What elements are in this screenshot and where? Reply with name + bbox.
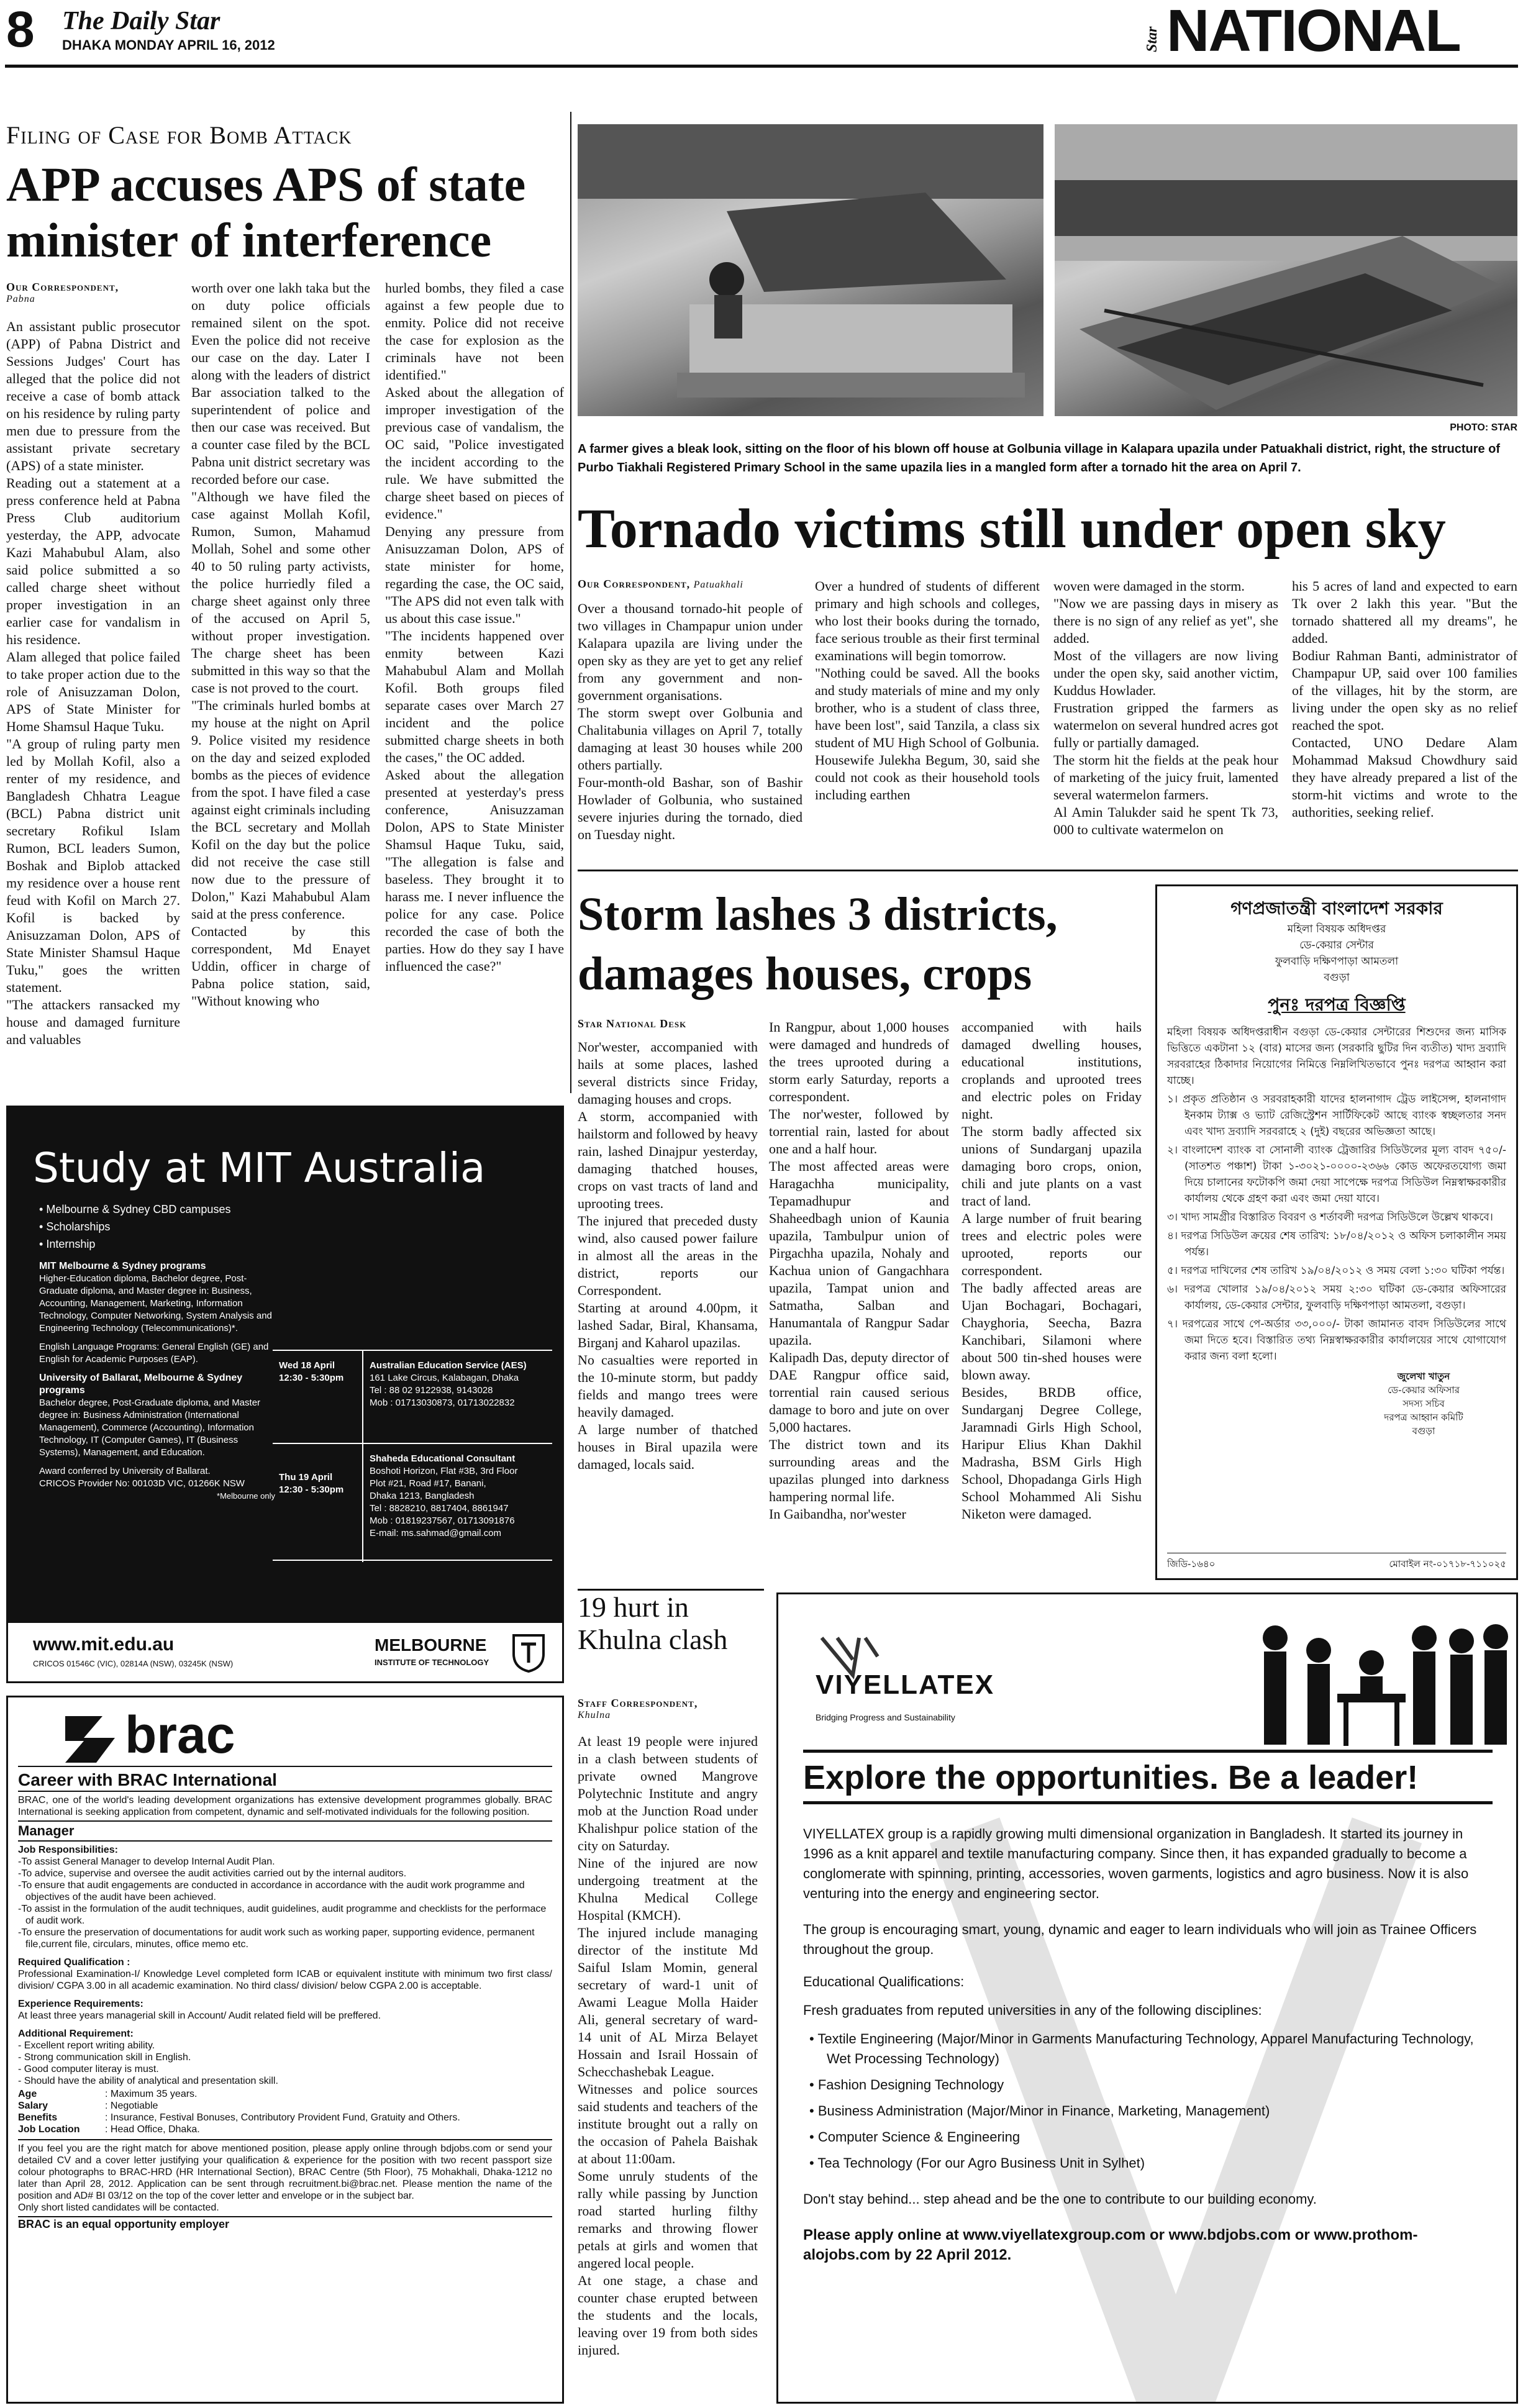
brac-ad [6,1696,564,2404]
story2-col2 [815,578,1040,861]
brac-ad-position: Manager [18,1820,552,1842]
story3-headline: Storm lashes 3 districts, damages houses, crops [578,888,1058,1000]
brac-salary: : Negotiable [105,2101,158,2111]
brac-ad-footer: BRAC is an equal opportunity employer [18,2216,552,2230]
mit-ad-venue2-mob: Mob : 01819237567, 01713091876 [370,1515,515,1526]
mit-ad-venue2-tel: Tel : 8828210, 8817404, 8861947 [370,1503,509,1514]
govt-ad-heading: পুনঃ দরপত্র বিজ্ঞপ্তি [1268,994,1406,1015]
brac-ad-terms [18,2088,460,2135]
mit-ad-note: *Melbourne only [217,1491,275,1501]
story3-col1-text: Nor'wester, accompanied with hails at some places, lashed several districts since Friday, damaging houses and crops. A storm, accompanied with hailstorm and followed by heavy rain, lashed Dinajpur yesterday, damaging thatched houses, crops on vast tracts of land and uprooting trees. The injured that preceded dusty wind, also caused power failure in almost all the areas in the district, reports our Correspondent. Starting at around 4.00pm, it lashed Sadar, Biral, Khansama, Birganj and Kaharol upazilas. No casualties were reported in the 10-minute storm, but paddy fields and mango trees were heavily damaged. A large number of thatched houses in Biral upazila were damaged, locals said. [578,1039,758,1472]
divider-story3 [578,870,1518,871]
business-people-icon [1250,1613,1511,1750]
story2-col3-text: woven were damaged in the storm. "Now we are passing days in misery as there is no sign of any relief as yet", she added. Most of the villagers are now living under the open sky, said another victim, Kuddus Howlader. Frustration gripped the farmers as watermelon on several hundred acres got fully or partially damaged. The storm hit the fields at the peak hour of marketing of the juicy fruit, lamented several watermelon farmers. Al Amin Talukder said he spent Tk 73, 000 to cultivate watermelon on [1053,578,1278,837]
viyellatex-headline: Explore the opportunities. Be a leader! [803,1750,1493,1804]
paper-name: The Daily Star [62,7,220,35]
viyellatex-p1: VIYELLATEX group is a rapidly growing multi dimensional organization in Bangladesh. It started its journey in 1996 as a knit apparel and textile manufacturing company. Since then, it has expanded gradually to become a conglomerate with spinning, printing, accessories, woven garments, logistics and agro business. Now it is also venturing into the energy and engineering sector. [803,1826,1469,1901]
story3-col3 [962,1019,1142,1573]
viyellatex-body [803,1824,1486,2265]
section-prefix: Star [1144,26,1160,52]
mit-ad-bullets [39,1201,312,1253]
viyellatex-discipline: • Computer Science & Engineering [809,2127,1486,2147]
photo-school-art [1055,124,1517,416]
viyellatex-discipline: • Fashion Designing Technology [809,2075,1486,2095]
viyellatex-closing: Don't stay behind... step ahead and be the one to contribute to our building economy. [803,2191,1317,2207]
govt-ad-line1: মহিলা বিষয়ক অধিদপ্তর [1287,923,1386,935]
story4-byline-name: Staff Correspondent, [578,1697,698,1709]
story2-col3 [1053,578,1278,861]
mit-ad-venue2-addr2: Plot #21, Road #17, Banani, [370,1478,486,1489]
story1-byline [6,281,180,309]
divider-left-block [570,112,571,1093]
brac-ad-add-head: Additional Requirement: [18,2029,134,2039]
story2-col4-text: his 5 acres of land and expected to earn Tk over 2 lakh this year. "But the tornado shattered all my dreams", he added. Bodiur Rahman Banti, administrator of Champapur UP, said over 100 families of the villages, hit by the storm, are living under the open sky as no relief reached the spot. Contacted, UNO Dedare Alam Mohammad Maksud Chowdhury said they have already prepared a list of the storm-hit victims and wrote to the authorities, seeking relief. [1292,578,1517,820]
govt-ad-item: ৩। খাদ্য সামগ্রীর বিস্তারিত বিবরণ ও শর্তাবলী দরপত্র সিডিউলে উল্লেখ থাকবে। [1167,1211,1493,1224]
govt-ad-intro: মহিলা বিষয়ক অধিদপ্তরাধীন বগুড়া ডে-কেয়ার সেন্টারের শিশুদের জন্য মাসিক ভিত্তিতে একটানা ১২ (বার) মাসের জন্য (সরকারি ছুটির দিন ব্যতীত) খাদ্য দ্রব্যাদি সরবরাহের ঠিকাদার নিয়োগের নিমিত্তে নিম্নলিখিতভাবে পুনঃ দরপত্র আহ্বান করা যাচ্ছে। [1167,1026,1506,1087]
story2-col1 [578,600,802,861]
mit-ad-title: Study at MIT Australia [33,1144,486,1192]
story2-byline-place: Patuakhali [693,579,743,590]
govt-ad-item: ১। প্রকৃত প্রতিষ্ঠান ও সরবরাহকারী যাদের হালনাগাদ ট্রেড লাইসেন্স, হালনাগাদ ইনকাম ট্যাক্স ও ভ্যাট রেজিস্ট্রেশন সার্টিফিকেট আছে ব্যাংক স্বচ্ছলতার সনদ এবং খাদ্য দ্রব্যাদি সরবরাহে ২ (দুই) বছরের অভিজ্ঞতা আছে। [1167,1093,1506,1138]
brac-location: : Head Office, Dhaka. [105,2124,200,2135]
mit-ad-brand: MELBOURNE [375,1635,487,1655]
story2-byline-name: Our Correspondent, [578,578,691,590]
mit-ad-prog-head: MIT Melbourne & Sydney programs [39,1261,206,1271]
story3-col2 [769,1019,949,1573]
govt-ad-signature [1341,1370,1506,1438]
viyellatex-discipline: • Textile Engineering (Major/Minor in Garments Manufacturing Technology, Apparel Manufacturing Technology, Wet Processing Technology) [809,2029,1486,2069]
story4-col [578,1733,758,2404]
story2-col4 [1292,578,1517,861]
brac-ad-short: Only short listed candidates will be contacted. [18,2202,219,2213]
brac-ad-logo: brac [125,1706,235,1764]
brac-benefits: : Insurance, Festival Bonuses, Contributory Provident Fund, Gratuity and Others. [105,2112,460,2123]
story4-headline: 19 hurt in Khulna clash [578,1591,728,1655]
govt-ad-mobile: মোবাইল নং-০১৭১৮-৭১১০২৫ [1389,1558,1506,1570]
story3-col3-text: accompanied with hails damaged dwelling houses, educational institutions, croplands and uprooted trees and electric poles on Friday night. The storm badly affected six unions of Sundarganj upazila damaging boro crops, onion, chili and jute plants on a vast tract of land. A large number of fruit bearing trees and electric poles were uprooted, reports our correspondent. The badly affected areas are Ujan Bochagari, Bochagari, Chayghoria, Seecha, Bazra Kanchibari, Silamoni where about 500 tin-shed houses were blown away. Besides, BRDB office, Sundarganj Degree College, Jaramnadi Girls High School, Haripur Elius Khan Dakhil Madrasha, BSM Girls High School, Dhopadanga Girls High School Mohammed Ali Sishu Niketon were damaged. [962,1019,1142,1522]
story4-text: At least 19 people were injured in a clash between students of private owned Mangrove Polytechnic Institute and angry mob at the Junction Road under Khalishpur police station of the city on Saturday. Nine of the injured are now undergoing treatment at the Khulna Medical College Hospital (KMCH). The injured include managing director of the institute Md Saiful Islam Momin, general secretary of ward-1 unit of Awami League Molla Haider Ali, general secretary of ward-14 unit of AL Mirza Belayet Hossain and Israil Hossain of Schecchashebak League. Witnesses and police sources said students and teachers of the institute brought out a rally on the occasion of Pahela Baishak at about 11:00am. Some unruly students of the rally while passing by Junction road started hurling filthy remarks and throwing flower petals at girls and women that angered local people. At one stage, a chase and counter chase erupted between the students and the locals, leaving over 19 from both sides injured. [578,1733,758,2358]
govt-ad-line2: ডে-কেয়ার সেন্টার [1299,939,1374,952]
viyellatex-brand: VIYELLATEX [816,1670,995,1700]
brac-ad-exp: At least three years managerial skill in Account/ Audit related field will be preffered. [18,2010,381,2021]
brac-location-label: Job Location [18,2124,80,2135]
mit-ad-elp: English Language Programs: General English (GE) and English for Academic Purposes (EAP). [39,1342,269,1365]
brac-logo-icon [59,1704,121,1766]
mit-ad-footer [8,1623,562,1681]
story1-col2 [191,279,370,1088]
brac-ad-qual: Professional Examination-I/ Knowledge Level completed form ICAB or equivalent institute with minimum two first class/ division/ CGPA 3.00 in all academic examination. No third class/ division/ below CGPA 2.00 is acceptable. [18,1969,552,1991]
viyellatex-qual-intro: Fresh graduates from reputed universities in any of the following disciplines: [803,2002,1262,2018]
photo-caption: A farmer gives a bleak look, sitting on the floor of his blown off house at Golbunia village in Kalapara upazila under Patuakhali district, right, the structure of Purbo Tiakhali Registered Primary School in the same upazila lies in a mangled form after a tornado hit the area on April 7. [578,442,1501,475]
story1-byline-place: Pabna [6,294,35,304]
mit-ad-brand-sub: INSTITUTE OF TECHNOLOGY [375,1658,489,1667]
brac-resp-item: -To advice, supervise and oversee the audit activities carried out by the internal auditors. [18,1868,407,1879]
brac-age: : Maximum 35 years. [105,2089,198,2099]
mit-ad-url[interactable]: www.mit.edu.au [33,1634,175,1655]
mit-ad-date2: Thu 19 April [279,1472,333,1483]
story2-headline: Tornado victims still under open sky [578,498,1446,560]
dateline: DHAKA MONDAY APRIL 16, 2012 [62,37,275,53]
mit-ad-programs [39,1260,275,1502]
govt-ad-sign-title4: বগুড়া [1412,1425,1435,1437]
mit-ad-session1 [273,1350,552,1443]
brac-add-item: - Excellent report writing ability. [18,2040,155,2051]
brac-ad-resp-list [18,1856,552,1950]
mit-ad-ub-text: Bachelor degree, Post-Graduate diploma, and Master degree in: Business Administration (International Management), Commerce (Accounting), Information Technology, IT (Computer Games), IT (Business Systems), Management, and Education. [39,1397,261,1458]
story1-byline-name: Our Correspondent, [6,281,119,293]
viyellatex-discipline: • Tea Technology (For our Agro Business Unit in Sylhet) [809,2153,1486,2173]
photo-credit: PHOTO: STAR [1450,422,1517,433]
masthead-rule [5,65,1518,68]
story3-byline: Star National Desk [578,1017,687,1030]
brac-ad-apply: If you feel you are the right match for above mentioned position, please apply online through bdjobs.com or send your detailed CV and a cover letter justifying your qualification & experience for the position with two recent passport size colour photographs to BRAC-HRD (HR International Section), BRAC Centre (5th Floor), 75 Mohakhali, Dhaka-1212 no later than April 28, 2012. Application can be sent through recruitment.bi@brac.net. Please mention the name of the position and AD# BI 03/12 on the top of the cover letter and envelope or in the subject bar. [18,2139,552,2202]
brac-age-label: Age [18,2089,37,2099]
story1-col2-text: worth over one lakh taka but the on duty police officials remained silent on the spot. Even the police did not receive our case on the day. Later I along with the leaders of district Bar association talked to the superintendent of police and then our case was received. But a counter case filed by the BCL Pabna unit district secretary was recorded before our case. "Although we have filed the case against Mollah Kofil, Rumon, Sumon, Mahamud Mollah, Sohel and some other 40 to 50 ruling party activists, the police hurriedly filed a charge sheet against only three of the accused on April 5, without proper investigation. The charge sheet has been submitted in this way so that the case is not proved to the court. "The criminals hurled bombs at my house at the night on April 9. Police visited my residence on the day and seized exploded bombs as the pieces of evidence from the spot. I have filed a case against eight criminals including the BCL secretary and Mollah Kofil on the day but the police did not receive the case still now due to the pressure of Dolon," Kazi Mahabubul Alam said at the press conference. Contacted by this correspondent, Md Enayet Uddin, officer in charge of Pabna police station, said, "Without knowing who [191,280,370,1009]
story3-col2-text: In Rangpur, about 1,000 houses were damaged and hundreds of the trees uprooted during a storm early Saturday, reports a correspondent. The nor'wester, followed by torrential rain, lasted for about one and a half hour. The most affected areas were Haragachha municipality, Tepamadhupur and Shaheedbagh union of Kaunia upazila, Tambulpur union of Pirgachha upazila, Nohaly and Kachua union of Gangachhara upazila, Tampat union and Satmatha, Salban and Hanumantala of Rangpur Sadar upazila. Kalipadh Das, deputy director of DAE Rangpur office said, torrential rain caused serious damage to boro and jute on over 5,000 hactares. The district town and its surrounding areas and the upazilas plunged into darkness hampering normal life. In Gaibandha, nor'wester [769,1019,949,1522]
brac-salary-label: Salary [18,2101,48,2111]
mit-crest-icon [511,1633,546,1673]
page-number: 8 [6,2,35,58]
govt-ad-item: ৫। দরপত্র দাখিলের শেষ তারিখ ১৯/০৪/২০১২ ও সময় বেলা ১:৩০ ঘটিকা পর্যন্ত। [1167,1265,1505,1277]
govt-ad-code: জিডি-১৬৪০ [1167,1558,1216,1570]
story1-kicker: Filing of Case for Bomb Attack [6,121,352,149]
mit-ad-cricos2: CRICOS 01546C (VIC), 02814A (NSW), 03245K (NSW) [33,1659,234,1668]
story1-headline: APP accuses APS of state minister of interference [6,157,526,267]
govt-ad-item: ৬। দরপত্র খোলার ১৯/০৪/২০১২ সময় ২:৩০ ঘটিকা ডে-কেয়ার অফিসারের কার্যালয়, ডে-কেয়ার সেন্টার, ফুলবাড়ি দক্ষিণপাড়া আমতলা, বগুড়া। [1167,1283,1506,1312]
story2-byline [578,578,783,595]
brac-ad-career: Career with BRAC International [18,1766,552,1791]
photo-farmer [578,124,1043,416]
mit-ad-bullet: • Internship [39,1235,312,1253]
govt-ad-item: ২। বাংলাদেশ ব্যাংক বা সোনালী ব্যাংক ট্রেজারির সিডিউলের মূল্য বাবদ ৭৫০/- (সাতশত পঞ্চাশ) টাকা ১-৩০২১-০০০০-২৩৬৬ কোড অফেরতযোগ্য জমা দিয়ে চালানের ফটোকপি জমা দেয়া সাপেক্ষে দরপত্র সিডিউল নিম্নস্বাক্ষরকারীর কার্যালয় থেকে গ্রহণ করা এবং জমা দেয়া যাবে। [1167,1144,1506,1205]
mit-ad-venue1-addr: 161 Lake Circus, Kalabagan, Dhaka [370,1373,519,1383]
mit-ad-time1: 12:30 - 5:30pm [279,1373,344,1383]
brac-ad-intro: BRAC, one of the world's leading development organizations has extensive development programmes globally. BRAC International is seeking application from competent, dynamic and self-motivated individuals for the following position. [18,1791,552,1818]
story1-col1 [6,318,180,1088]
mit-ad-venue2-name: Shaheda Educational Consultant [370,1453,516,1464]
story4-byline-place: Khulna [578,1710,611,1720]
govt-ad-line3: ফুলবাড়ি দক্ষিণপাড়া আমতলা [1275,955,1399,968]
story2-col1-text: Over a thousand tornado-hit people of two villages in Champapur union under Kalapara upazila are living under the open sky as they are yet to get any relief from any government and non-government organisations. The storm swept over Golbunia and Chalitabunia villages on April 7, totally damaging at least 30 houses while 200 others partially. Four-month-old Bashar, son of Bashir Howlader of Golbunia, who sustained severe injuries during the tornado, died on Tuesday night. [578,601,802,842]
govt-ad-sign-title1: ডে-কেয়ার অফিসার [1387,1384,1460,1396]
govt-ad-item: ৪। দরপত্র সিডিউল ক্রয়ের শেষ তারিখ: ১৮/০৪/২০১২ ও অফিস চলাকালীন সময় পর্যন্ত। [1167,1230,1506,1258]
mit-ad-ub-head: University of Ballarat, Melbourne & Sydney programs [39,1373,243,1396]
brac-add-item: - Good computer literay is must. [18,2064,159,2074]
story1-col3 [385,279,564,1088]
brac-ad-exp-head: Experience Requirements: [18,1999,143,2009]
brac-resp-item: -To assist General Manager to develop Internal Audit Plan. [18,1856,275,1867]
photo-farmer-art [578,124,1043,416]
story4-byline [578,1697,764,1725]
mit-ad-venue2-email: E-mail: ms.sahmad@gmail.com [370,1528,501,1538]
brac-resp-item: -To ensure the preservation of documentations for audit work such as working paper, supporting evidence, permanent file,current file, circulars, minutes, office memo etc. [18,1927,535,1950]
mit-ad-venue1-name: Australian Education Service (AES) [370,1360,527,1371]
viyellatex-disciplines [809,2029,1486,2173]
mit-ad-bullet: • Scholarships [39,1218,312,1235]
mit-ad-venue2-addr1: Boshoti Horizon, Flat #3B, 3rd Floor [370,1466,518,1476]
brac-ad-add-list [18,2040,552,2087]
story1-col3-text: hurled bombs, they filed a case against a few people due to enmity. Police did not receive the case for explosion as the criminals have not been identified." Asked about the allegation of improper investigation of the previous case of vandalism, the OC said, "Police investigated the incident according to the rule. We have submitted the charge sheet based on pieces of evidence." Denying any pressure from Anisuzzaman Dolon, APS of state minister for home, regarding the case, the OC said, "The APS did not even talk with us about this case issue." "The incidents happened over enmity between Kazi Mahabubul Alam and Mollah Kofil. Both groups filed separate cases over March 27 incident and the police submitted charge sheets in both the cases," the OC added. Asked about the allegation presented at yesterday's press conference, Anisuzzaman Dolon, APS to State Minister Shamsul Haque Tuku, said, "The allegation is false and baseless. They brought it to harass me. I never influence the police for any case. Police recorded the case of both the parties. How do they say I have influenced the case?" [385,280,564,974]
mit-ad-prog-text: Higher-Education diploma, Bachelor degree, Post-Graduate diploma, and Master degree in: Business, Accounting, Management, Marketing, Information Technology, Computer Networking, System Analysis and Engineering Technology (Telecommunications)*. [39,1273,272,1333]
story3-col1 [578,1038,758,1573]
govt-ad-footer [1167,1553,1506,1572]
govt-ad-items [1167,1091,1506,1365]
viyellatex-tagline: Bridging Progress and Sustainability [816,1712,955,1722]
story4-top-rule [578,1589,764,1591]
govt-ad-title: গণপ্রজাতন্ত্রী বাংলাদেশ সরকার [1230,898,1443,919]
story2-col2-text: Over a hundred of students of different primary and high schools and colleges, who lost their books during the tornado, face serious trouble as their first terminal examinations will begin tomorrow. "Nothing could be saved. All the books and study materials of mine and my only brother, who is a student of class three, have been lost", said Tanzila, a class six student of MU High School of Golbunia. Housewife Julekha Begum, 30, said she could not cook as their household tools including earthen [815,578,1040,802]
govt-ad-sign-name: জুলেখা খাতুন [1397,1371,1450,1382]
brac-ad-qual-head: Required Qualification : [18,1957,130,1968]
brac-ad-resp-head: Job Responsibilities: [18,1845,118,1855]
govt-ad-sign-title2: সদস্য সচিব [1403,1398,1445,1409]
mit-ad [6,1106,564,1683]
mit-ad-cricos1: CRICOS Provider No: 00103D VIC, 01266K NSW [39,1478,245,1489]
viyellatex-discipline: • Business Administration (Major/Minor in Finance, Marketing, Management) [809,2101,1486,2121]
mit-ad-award: Award conferred by University of Ballarat. [39,1466,211,1476]
viyellatex-p2: The group is encouraging smart, young, dynamic and eager to learn individuals who will join as Trainee Officers throughout the group. [803,1922,1477,1957]
mit-ad-bullet: • Melbourne & Sydney CBD campuses [39,1201,312,1218]
mit-ad-venue1-mob: Mob : 01713030873, 01713022832 [370,1397,515,1408]
brac-resp-item: -To assist in the formulation of the audit techniques, audit guidelines, audit programme and checklists for the performace of audit work. [18,1904,547,1926]
viyellatex-ad [776,1592,1518,2404]
brac-add-item: - Strong communication skill in English. [18,2052,191,2063]
brac-resp-item: -To ensure that audit engagements are conducted in accordance in accordance with the audit work programme and objectives of the audit have been achieved. [18,1880,525,1902]
mit-ad-time2: 12:30 - 5:30pm [279,1484,344,1495]
viyellatex-apply: Please apply online at www.viyellatexgroup.com or www.bdjobs.com or www.prothom-alojobs.com by 22 April 2012. [803,2227,1418,2263]
mit-ad-session2 [273,1443,552,1561]
brac-add-item: - Should have the ability of analytical and presentation skill. [18,2076,278,2086]
govt-ad-item: ৭। দরপত্রের সাথে পে-অর্ডার ৩৩,০০০/- টাকা জামানত বাবদ সিডিউলের সাথে জমা দিতে হবে। বিস্তারিত তথ্য নিম্নস্বাক্ষরকারীর কার্যালয়ের সাথে যোগাযোগ করার জন্য বলা হলো। [1167,1318,1506,1363]
govt-tender-ad [1155,884,1518,1580]
photo-school [1055,124,1517,416]
brac-ad-header [18,1697,552,1766]
mit-ad-venue2-addr3: Dhaka 1213, Bangladesh [370,1491,475,1501]
viyellatex-qual-head: Educational Qualifications: [803,1974,965,1989]
mit-ad-date1: Wed 18 April [279,1360,335,1371]
brac-benefits-label: Benefits [18,2112,58,2123]
govt-ad-line4: বগুড়া [1324,971,1350,984]
section-name: NATIONAL [1166,0,1460,62]
story1-col1-text: An assistant public prosecutor (APP) of Pabna District and Sessions Judges' Court has alleged that the police did not receive a case of bomb attack on his residence by ruling party men due to pressure from the assistant private secretary (APS) of a state minister. Reading out a statement at a press conference held at Pabna Press Club auditorium yesterday, the APP, advocate Kazi Mahabubul Alam, also said police submitted a so called charge sheet without proper investigation in an earlier case for vandalism in his residence. Alam alleged that police failed to take proper action due to the role of Anisuzzaman Dolon, APS of State Minister for Home Shamsul Haque Tuku. "A group of ruling party men led by Mollah Kofil, also a renter of my residence, and Bangladesh Chhatra League (BCL) Pabna district unit secretary Rofikul Islam Rumon, BCL leaders Sumon, Boshak and Biplob attacked my residence over a house rent feud with Kofil on March 27. Kofil is backed by Anisuzzaman Dolon, APS of State Minister Shamsul Haque Tuku," goes the written statement. "The attackers ransacked my house and damaged furniture and valuables [6,319,180,1047]
govt-ad-sign-title3: দরপত্র আহ্বান কমিটি [1384,1412,1463,1423]
mit-ad-venue1-tel: Tel : 88 02 9122938, 9143028 [370,1385,493,1396]
